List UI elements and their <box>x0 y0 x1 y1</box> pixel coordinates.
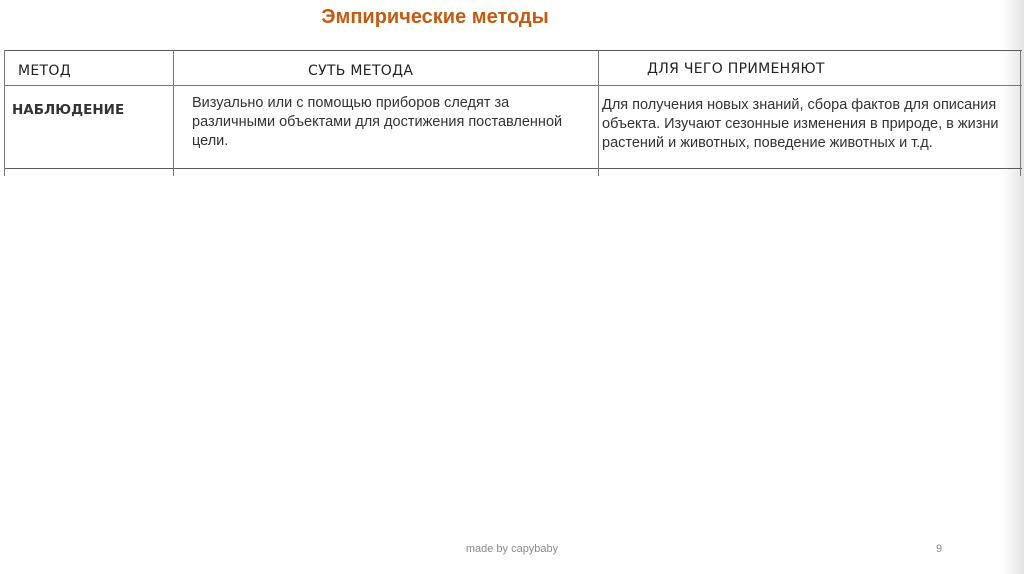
slide-footer: made by capybaby <box>465 543 559 555</box>
table-column-divider-1 <box>173 50 174 176</box>
table-left-border <box>4 50 5 176</box>
cell-method: НАБЛЮДЕНИЕ <box>12 102 125 118</box>
page-number: 9 <box>936 543 943 555</box>
methods-table <box>4 50 1022 176</box>
header-purpose: ДЛЯ ЧЕГО ПРИМЕНЯЮТ <box>647 61 825 77</box>
table-right-border <box>1020 50 1021 176</box>
slide-title: Эмпирические методы <box>321 6 549 28</box>
header-essence: СУТЬ МЕТОДА <box>308 63 414 79</box>
table-row-bottom-border <box>4 168 1022 169</box>
cell-essence: Визуально или с помощью приборов следят за различными объектами для достижения поставленной цели. <box>192 95 563 149</box>
table-top-border <box>4 50 1022 51</box>
header-method: МЕТОД <box>18 63 71 79</box>
cell-purpose: Для получения новых знаний, сбора фактов для описания объекта. Изучают сезонные изменения в природе, в жизни растений и животных, поведение животных и т.д. <box>602 97 999 151</box>
table-column-divider-2 <box>598 50 599 176</box>
table-header-divider <box>4 85 1022 86</box>
